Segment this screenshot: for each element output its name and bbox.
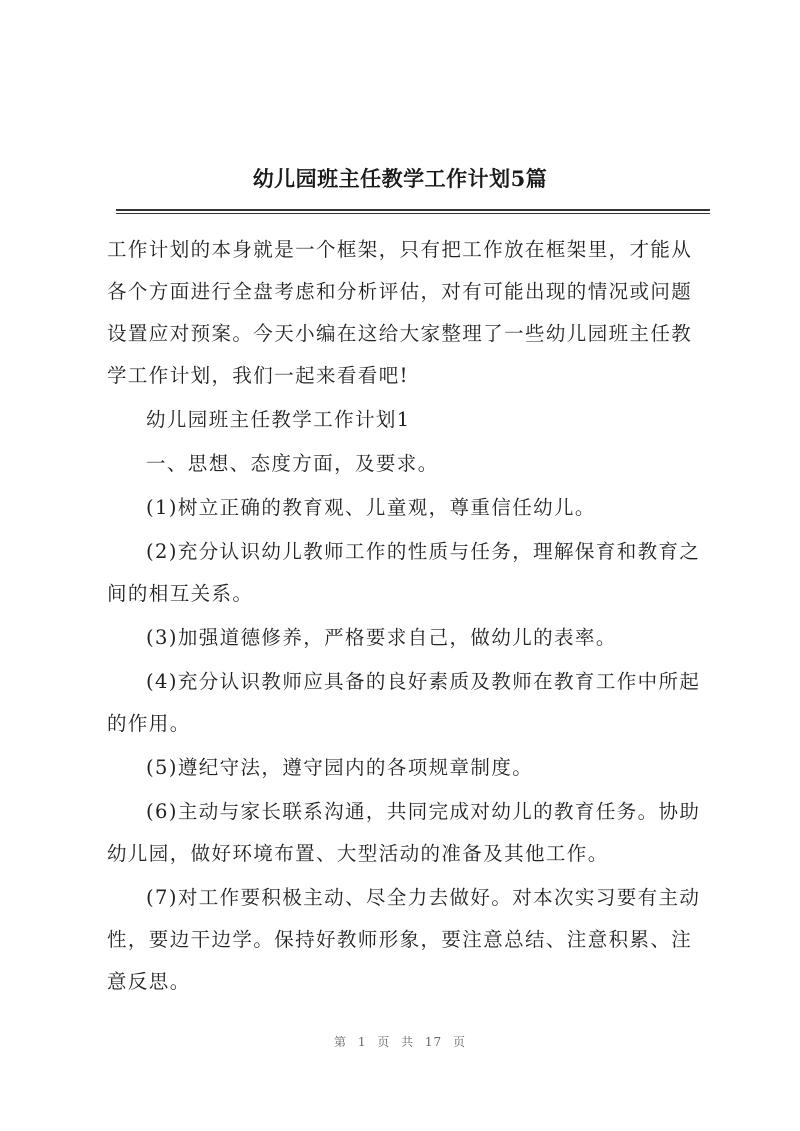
- list-item: (6)主动与家长联系沟通，共同完成对幼儿的教育任务。协助幼儿园，做好环境布置、大型活动的准备及其他工作。: [107, 800, 701, 865]
- page-title: 幼儿园班主任教学工作计划5篇: [252, 166, 548, 191]
- section-heading: 幼儿园班主任教学工作计划1: [146, 408, 411, 431]
- subsection-heading: 一、思想、态度方面，及要求。: [146, 452, 439, 475]
- document-body: [107, 229, 707, 1005]
- title-rule-thick: [116, 209, 710, 211]
- list-item: (3)加强道德修养，严格要求自己，做幼儿的表率。: [146, 626, 617, 649]
- list-item: (2)充分认识幼儿教师工作的性质与任务，理解保育和教育之间的相互关系。: [107, 540, 701, 605]
- title-rule-thin: [116, 213, 710, 214]
- list-item: (5)遵纪守法，遵守园内的各项规章制度。: [146, 756, 534, 779]
- page-footer: 第 1 页 共 17 页: [334, 1035, 466, 1049]
- list-item: (1)树立正确的教育观、儿童观，尊重信任幼儿。: [146, 496, 596, 519]
- list-item: (7)对工作要积极主动、尽全力去做好。对本次实习要有主动性，要边干边学。保持好教师形象，要注意总结、注意积累、注意反思。: [107, 886, 701, 993]
- intro-paragraph: 工作计划的本身就是一个框架，只有把工作放在框架里，才能从各个方面进行全盘考虑和分析评估，对有可能出现的情况或问题设置应对预案。今天小编在这给大家整理了一些幼儿园班主任教学工作计划，我们一起来看看吧!: [107, 238, 693, 387]
- list-item: (4)充分认识教师应具备的良好素质及教师在教育工作中所起的作用。: [107, 670, 701, 735]
